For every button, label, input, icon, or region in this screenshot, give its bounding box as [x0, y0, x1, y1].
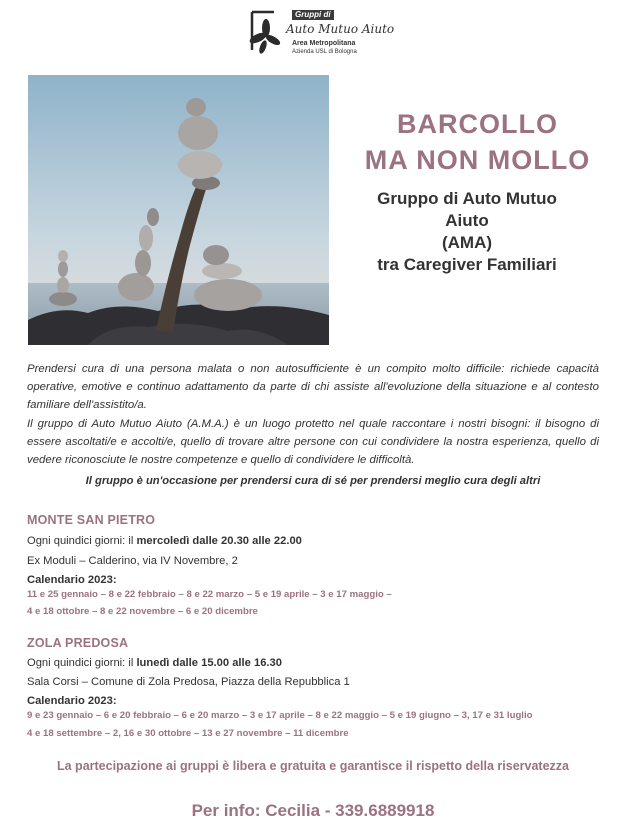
subtitle-line2: Aiuto	[445, 211, 489, 230]
tagline: Il gruppo è un'occasione per prendersi cura di sé per prendersi meglio cura degli altri	[85, 475, 541, 487]
logo-line2: Auto Mutuo Aiuto	[286, 22, 395, 36]
frequency-prefix: Ogni quindici giorni: il	[27, 657, 137, 669]
calendar-dates-line1: 11 e 25 gennaio – 8 e 22 febbraio – 8 e 22 marzo – 5 e 19 aprile – 3 e 17 maggio –	[27, 589, 392, 600]
frequency-prefix: Ogni quindici giorni: il	[27, 535, 137, 547]
subtitle-line3: (AMA)	[441, 233, 493, 252]
section-frequency	[27, 657, 282, 669]
calendar-dates-line2: 4 e 18 ottobre – 8 e 22 novembre – 6 e 20 dicembre	[27, 606, 258, 617]
flower-logo-icon	[248, 10, 282, 56]
section-place: Ex Moduli – Calderino, via IV Novembre, 2	[27, 555, 238, 567]
intro-text	[27, 360, 599, 469]
subtitle-line1: Gruppo di Auto Mutuo	[377, 189, 557, 208]
logo-line1: Gruppi di	[292, 10, 334, 20]
participation-note: La partecipazione ai gruppi è libera e gratuita e garantisce il rispetto della riservatezza	[57, 759, 569, 773]
poster-title	[335, 106, 620, 178]
frequency-schedule: mercoledì dalle 20.30 alle 22.00	[136, 535, 302, 547]
balanced-stones-photo	[28, 75, 329, 345]
logo-line3: Area Metropolitana	[292, 40, 356, 47]
poster-subtitle	[340, 188, 594, 276]
title-line2: MA NON MOLLO	[364, 145, 591, 175]
intro-paragraph-1: Prendersi cura di una persona malata o non autosufficiente è un compito molto difficile: richiede capacità operative, emotive e continuo adattamento da parte di chi assiste all'evoluzione della situazione e al contesto familiare dell'assistito/a.	[27, 363, 599, 412]
section-heading-zola-predosa: ZOLA PREDOSA	[27, 636, 129, 650]
intro-paragraph-2: Il gruppo di Auto Mutuo Aiuto (A.M.A.) è un luogo protetto nel quale raccontare i nostri bisogni: il bisogno di essere ascoltati/e e accolti/e, quello di trovare altre persone con cui condividere la nostra esperienza, quello di vedere riconosciute le nostre competenze e quello di condividere le difficoltà.	[27, 417, 599, 467]
frequency-schedule: lunedì dalle 15.00 alle 16.30	[136, 657, 282, 669]
contact-info: Per info: Cecilia - 339.6889918	[191, 801, 435, 820]
calendar-dates-line1: 9 e 23 gennaio – 6 e 20 febbraio – 6 e 20 marzo – 3 e 17 aprile – 8 e 22 maggio – 5 e 19 giugno – 3, 17 e 31 luglio	[27, 710, 533, 721]
logo-line4: Azienda USL di Bologna	[292, 49, 357, 55]
section-frequency	[27, 535, 302, 547]
subtitle-line4: tra Caregiver Familiari	[377, 255, 557, 274]
calendar-label: Calendario 2023:	[27, 574, 117, 586]
calendar-label: Calendario 2023:	[27, 695, 117, 707]
section-place: Sala Corsi – Comune di Zola Predosa, Piazza della Repubblica 1	[27, 676, 350, 688]
calendar-dates-line2: 4 e 18 settembre – 2, 16 e 30 ottobre – 13 e 27 novembre – 11 dicembre	[27, 728, 349, 739]
title-line1: BARCOLLO	[397, 109, 558, 139]
section-heading-monte-san-pietro: MONTE SAN PIETRO	[27, 513, 156, 527]
ama-logo	[248, 8, 395, 58]
